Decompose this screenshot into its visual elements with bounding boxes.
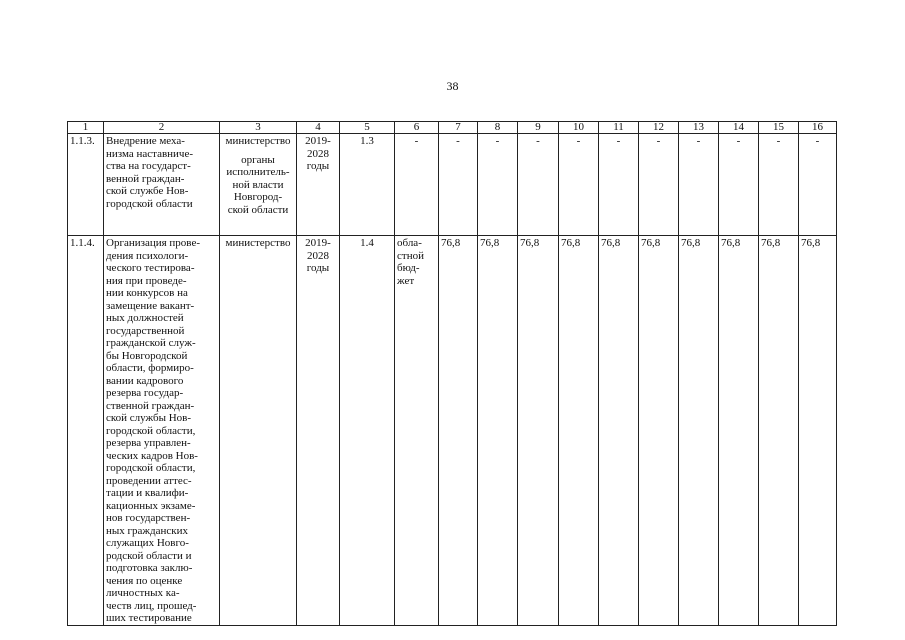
value-cell: 76,8 bbox=[518, 236, 559, 626]
value-cell: - bbox=[719, 134, 759, 236]
value-cell: 76,8 bbox=[639, 236, 679, 626]
column-number-8: 8 bbox=[478, 122, 518, 134]
period-cell: 2019- 2028 годы bbox=[297, 134, 340, 236]
source-cell: обла- стной бюд- жет bbox=[395, 236, 439, 626]
column-number-2: 2 bbox=[104, 122, 220, 134]
column-number-1: 1 bbox=[68, 122, 104, 134]
column-number-9: 9 bbox=[518, 122, 559, 134]
column-number-10: 10 bbox=[559, 122, 599, 134]
value-cell: 76,8 bbox=[679, 236, 719, 626]
period-cell: 2019- 2028 годы bbox=[297, 236, 340, 626]
value-cell: - bbox=[439, 134, 478, 236]
value-cell: 76,8 bbox=[719, 236, 759, 626]
table-row bbox=[68, 236, 837, 626]
target-cell: 1.3 bbox=[340, 134, 395, 236]
column-number-7: 7 bbox=[439, 122, 478, 134]
value-cell: - bbox=[679, 134, 719, 236]
executor-primary: министерство bbox=[225, 135, 291, 147]
column-number-15: 15 bbox=[759, 122, 799, 134]
value-cell: - bbox=[799, 134, 837, 236]
target-cell: 1.4 bbox=[340, 236, 395, 626]
value-cell: 76,8 bbox=[439, 236, 478, 626]
row-code: 1.1.3. bbox=[68, 134, 104, 236]
row-code: 1.1.4. bbox=[68, 236, 104, 626]
activity-name: Внедрение меха- низма наставниче- ства на государст- венной граждан- ской службе Нов- городской области bbox=[104, 134, 220, 236]
column-number-13: 13 bbox=[679, 122, 719, 134]
value-cell: 76,8 bbox=[599, 236, 639, 626]
column-number-14: 14 bbox=[719, 122, 759, 134]
value-cell: - bbox=[559, 134, 599, 236]
value-cell: - bbox=[759, 134, 799, 236]
executor-secondary: органы исполнитель- ной власти Новгород- ской области bbox=[226, 153, 290, 216]
executor-primary: министерство bbox=[225, 237, 291, 249]
page-number: 38 bbox=[446, 79, 459, 93]
column-number-16: 16 bbox=[799, 122, 837, 134]
column-number-6: 6 bbox=[395, 122, 439, 134]
value-cell: 76,8 bbox=[799, 236, 837, 626]
program-table bbox=[67, 121, 837, 626]
column-number-3: 3 bbox=[220, 122, 297, 134]
source-cell: - bbox=[395, 134, 439, 236]
value-cell: 76,8 bbox=[478, 236, 518, 626]
column-number-4: 4 bbox=[297, 122, 340, 134]
executor-cell bbox=[220, 236, 297, 626]
column-number-12: 12 bbox=[639, 122, 679, 134]
table-row bbox=[68, 134, 837, 236]
activity-name: Организация прове- дения психологи- ческого тестирова- ния при проведе- нии конкурсов на замещение вакант- ных должностей государственной гражданской служ- бы Новгородской области, формиро- вании кадрового резерва государ- ственной граждан- ской службы Нов- городской области, резерва управлен- ческих кадров Нов- городской области, проведении аттес- тации и квалифи- кационных экзаме- нов государствен- ных гражданских служащих Новго- родской области и подготовка заклю- чения по оценке личностных ка- честв лиц, прошед- ших тестирование bbox=[104, 236, 220, 626]
value-cell: - bbox=[478, 134, 518, 236]
column-number-11: 11 bbox=[599, 122, 639, 134]
value-cell: - bbox=[639, 134, 679, 236]
value-cell: 76,8 bbox=[559, 236, 599, 626]
column-number-5: 5 bbox=[340, 122, 395, 134]
value-cell: 76,8 bbox=[759, 236, 799, 626]
value-cell: - bbox=[599, 134, 639, 236]
table-header-row bbox=[68, 122, 837, 134]
value-cell: - bbox=[518, 134, 559, 236]
executor-cell bbox=[220, 134, 297, 236]
